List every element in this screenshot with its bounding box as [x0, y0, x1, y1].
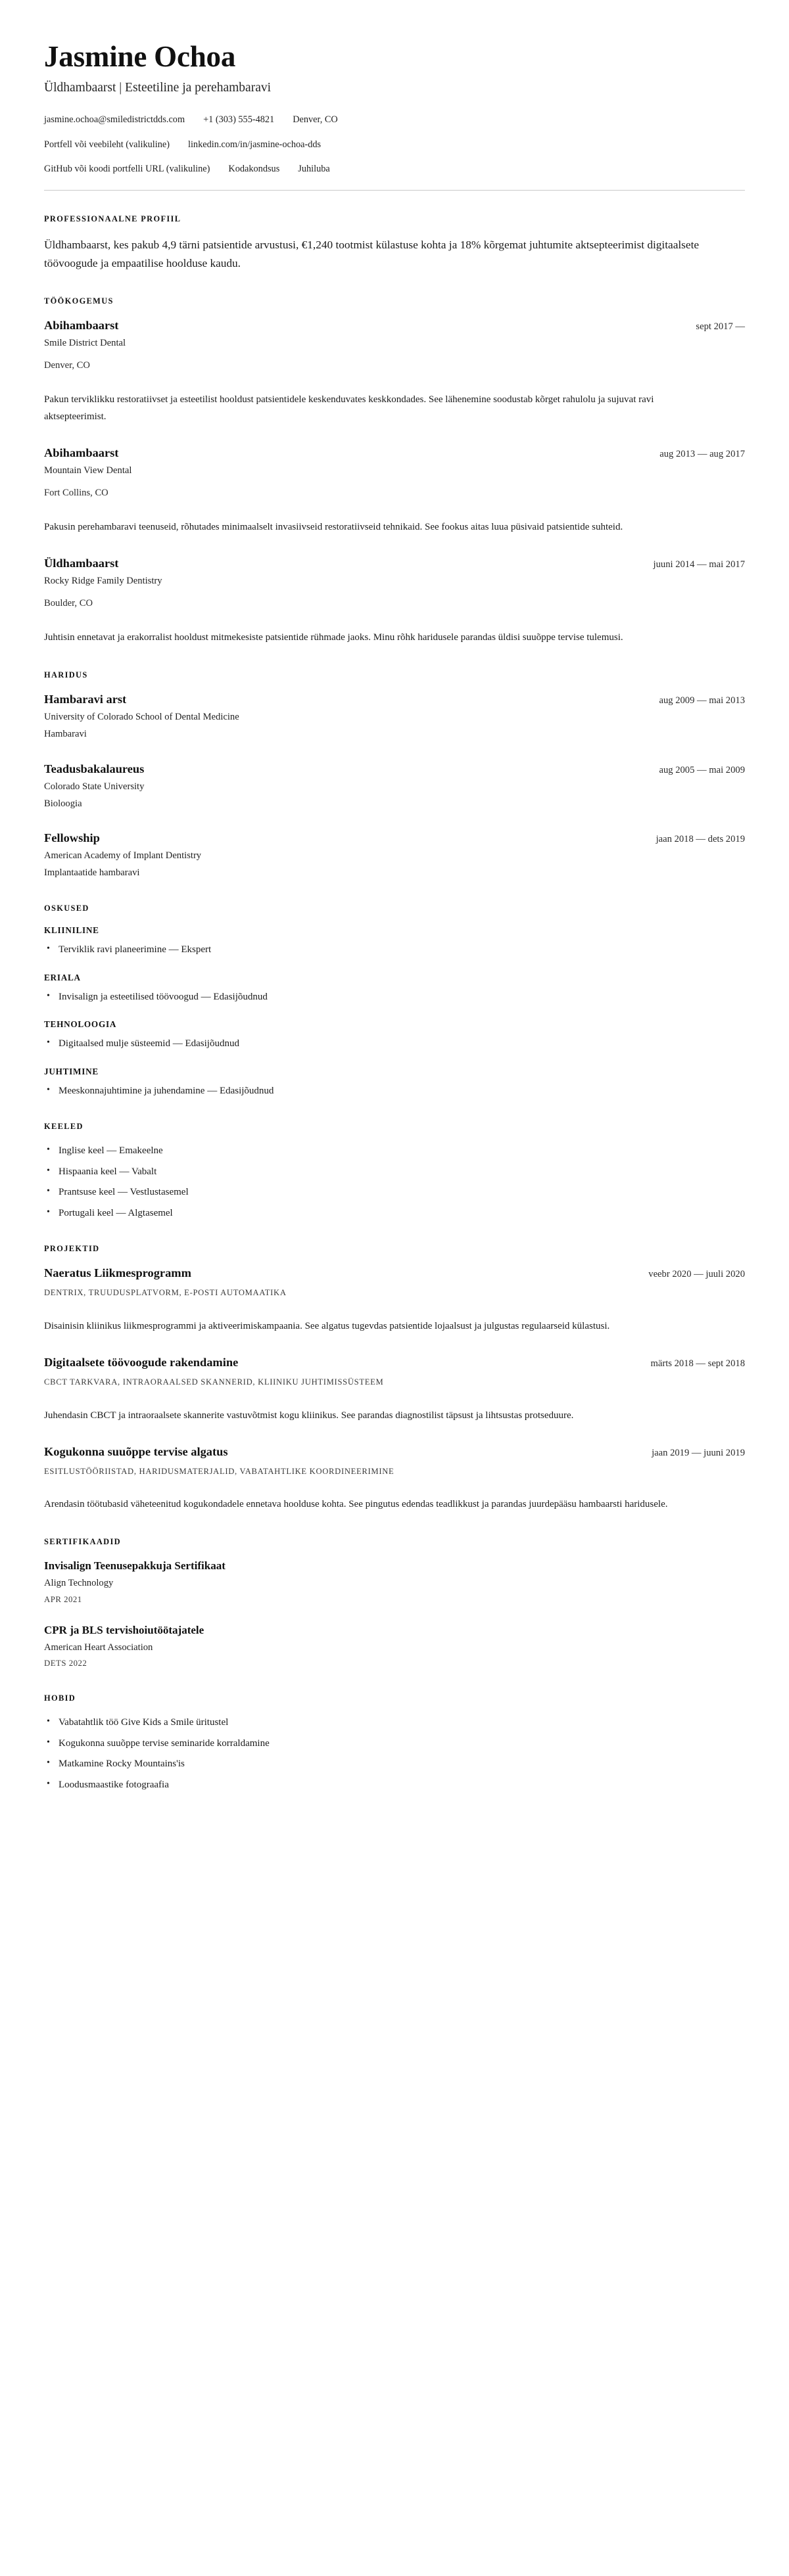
project-title: Digitaalsete töövoogude rakendamine [44, 1355, 239, 1369]
skill-group [44, 1019, 745, 1051]
contact-item[interactable]: Kodakondsus [228, 164, 280, 175]
hobby-item: • Kogukonna suuõppe tervise seminaride korraldamine [44, 1736, 745, 1751]
contact-row [44, 138, 745, 152]
skill-item-list [44, 1036, 745, 1051]
skill-group-name: JUHTIMINE [44, 1066, 99, 1076]
degree-title: Teadusbakalaureus [44, 762, 145, 775]
job-date-range: aug 2013 — aug 2017 [659, 449, 745, 460]
company-name: Smile District Dental [44, 338, 126, 349]
degree-date-range: aug 2009 — mai 2013 [659, 695, 745, 706]
hobby-item: • Vabatahtlik töö Give Kids a Smile üritustel [44, 1715, 745, 1730]
experience-entry [44, 318, 745, 426]
degree-date-range: jaan 2018 — dets 2019 [656, 833, 745, 844]
job-location: Fort Collins, CO [44, 488, 108, 499]
header-divider [44, 190, 745, 191]
professional-headline: Üldhambaarst | Esteetiline ja perehambaravi [44, 80, 272, 95]
skill-group-name: ERIALA [44, 972, 81, 982]
skill-group [44, 1067, 745, 1099]
skill-item-list [44, 990, 745, 1005]
project-date-range: veebr 2020 — juuli 2020 [648, 1269, 745, 1280]
section-certifications [44, 1537, 745, 1670]
section-languages [44, 1122, 745, 1220]
job-description: Juhtisin ennetavat ja erakorralist hooldust mitmekesiste patsientide rühmade jaoks. Minu rõhk haridusele parandas üldisi suuõppe tervise tulemusi. [44, 632, 623, 643]
skill-group-name: KLIINILINE [44, 925, 99, 936]
field-of-study: Hambaravi [44, 729, 87, 740]
experience-entry [44, 556, 745, 647]
section-title-experience: TÖÖKOGEMUS [44, 296, 114, 306]
section-hobbies [44, 1693, 745, 1792]
project-description: Arendasin töötubasid väheteenitud kogukondadele ennetava hoolduse kohta. See pingutus edendas teadlikkust ja parandas juurdepääsu hambaarsti haridusele. [44, 1499, 668, 1510]
resume-header [44, 41, 745, 191]
hobby-item: • Matkamine Rocky Mountains'is [44, 1757, 745, 1772]
contact-block [44, 113, 745, 176]
section-title-projects: PROJEKTID [44, 1244, 100, 1254]
job-date-range: juuni 2014 — mai 2017 [653, 559, 745, 570]
certification-date: DETS 2022 [44, 1659, 87, 1668]
certification-name: Invisalign Teenusepakkuja Sertifikaat [44, 1559, 226, 1573]
contact-item[interactable]: jasmine.ochoa@smiledistrictdds.com [44, 114, 185, 125]
skill-group [44, 925, 745, 957]
language-item: • Portugali keel — Algtasemel [44, 1206, 745, 1221]
language-item: • Hispaania keel — Vabalt [44, 1164, 745, 1180]
experience-list [44, 318, 745, 647]
project-tags: ESITLUSTÖÖRIISTAD, HARIDUSMATERJALID, VABATAHTLIKE KOORDINEERIMINE [44, 1466, 394, 1476]
contact-item[interactable]: linkedin.com/in/jasmine-ochoa-dds [187, 139, 322, 150]
section-title-certifications: SERTIFIKAADID [44, 1537, 121, 1547]
skill-item: • Meeskonnajuhtimine ja juhendamine — Edasijõudnud [44, 1084, 745, 1099]
contact-item[interactable]: +1 (303) 555-4821 [203, 114, 275, 125]
job-location: Denver, CO [44, 360, 90, 371]
school-name: American Academy of Implant Dentistry [44, 850, 202, 861]
skills-list [44, 925, 745, 1098]
entry-header [44, 556, 745, 571]
certification-issuer: American Heart Association [44, 1642, 153, 1653]
school-name: University of Colorado School of Dental Medicine [44, 712, 239, 723]
project-entry [44, 1355, 745, 1425]
languages-list [44, 1143, 745, 1220]
company-name: Rocky Ridge Family Dentistry [44, 576, 162, 587]
skill-item: • Digitaalsed mulje süsteemid — Edasijõudnud [44, 1036, 745, 1051]
job-title: Üldhambaarst [44, 557, 119, 570]
education-entry [44, 692, 745, 741]
entry-header [44, 446, 745, 461]
job-date-range: sept 2017 — [696, 321, 745, 333]
entry-header [44, 762, 745, 777]
section-profile [44, 214, 745, 273]
project-title: Naeratus Liikmesprogramm [44, 1266, 191, 1280]
experience-entry [44, 446, 745, 536]
job-title: Abihambaarst [44, 446, 119, 460]
field-of-study: Implantaatide hambaravi [44, 867, 140, 879]
language-item: • Prantsuse keel — Vestlustasemel [44, 1185, 745, 1200]
contact-row [44, 113, 745, 127]
contact-item[interactable]: Denver, CO [293, 114, 338, 125]
entry-header [44, 1444, 745, 1460]
project-description: Disainisin kliinikus liikmesprogrammi ja aktiveerimiskampaania. See algatus tugevdas patsientide lojaalsust ja julgustas regulaarseid külastusi. [44, 1321, 610, 1332]
degree-title: Fellowship [44, 831, 100, 844]
education-list [44, 692, 745, 880]
hobbies-list [44, 1715, 745, 1792]
skill-item-list [44, 942, 745, 957]
section-title-skills: OSKUSED [44, 904, 89, 913]
section-title-languages: KEELED [44, 1122, 84, 1132]
skill-group [44, 973, 745, 1005]
project-entry [44, 1266, 745, 1335]
certification-entry [44, 1623, 745, 1670]
certification-date: APR 2021 [44, 1594, 82, 1604]
project-description: Juhendasin CBCT ja intraoraalsete skannerite vastuvõtmist kogu kliinikus. See parandas diagnostilist täpsust ja lihtsustas protseduure. [44, 1410, 574, 1421]
company-name: Mountain View Dental [44, 465, 132, 476]
hobby-item: • Loodusmaastike fotograafia [44, 1778, 745, 1793]
project-date-range: märts 2018 — sept 2018 [650, 1358, 745, 1369]
job-location: Boulder, CO [44, 598, 93, 609]
entry-header [44, 692, 745, 707]
skill-item: • Invisalign ja esteetilised töövoogud — Edasijõudnud [44, 990, 745, 1005]
profile-summary: Üldhambaarst, kes pakub 4,9 tärni patsientide arvustusi, €1,240 tootmist külastuse kohta ja 18% kõrgemat juhtumite aktsepteerimist digitaalsete töövoogude ja empaatilise hoolduse kaudu. [44, 239, 700, 270]
certification-entry [44, 1559, 745, 1605]
degree-date-range: aug 2005 — mai 2009 [659, 764, 745, 775]
entry-header [44, 318, 745, 333]
section-skills [44, 904, 745, 1098]
job-title: Abihambaarst [44, 319, 119, 333]
certifications-list [44, 1559, 745, 1670]
school-name: Colorado State University [44, 781, 145, 792]
section-title-profile: PROFESSIONAALNE PROFIIL [44, 214, 181, 224]
project-tags: DENTRIX, TRUUDUSPLATVORM, E-POSTI AUTOMAATIKA [44, 1288, 287, 1298]
project-title: Kogukonna suuõppe tervise algatus [44, 1444, 228, 1458]
job-description: Pakun terviklikku restoratiivset ja esteetilist hooldust patsientidele keskenduvates keskkondades. See lähenemine soodustab kõrget rahulolu ja sujuvat ravi aktsepteerimist. [44, 394, 654, 423]
certification-issuer: Align Technology [44, 1578, 114, 1589]
skill-item: • Terviklik ravi planeerimine — Ekspert [44, 942, 745, 957]
contact-item[interactable]: Portfell või veebileht (valikuline) [44, 139, 170, 150]
entry-header [44, 1355, 745, 1370]
contact-row [44, 162, 745, 176]
education-entry [44, 762, 745, 811]
entry-header [44, 1266, 745, 1281]
section-title-education: HARIDUS [44, 670, 88, 680]
contact-item[interactable]: GitHub või koodi portfelli URL (valikuline) [44, 164, 210, 175]
section-education [44, 670, 745, 880]
project-date-range: jaan 2019 — juuni 2019 [652, 1447, 745, 1458]
language-item: • Inglise keel — Emakeelne [44, 1143, 745, 1159]
entry-header [44, 831, 745, 846]
job-description: Pakusin perehambaravi teenuseid, rõhutades minimaalselt invasiivseid restoratiivseid tehnikaid. See fookus aitas luua püsivaid patsientide suhteid. [44, 522, 623, 533]
skill-item-list [44, 1084, 745, 1099]
contact-item[interactable]: Juhiluba [298, 164, 330, 175]
project-entry [44, 1444, 745, 1514]
section-title-hobbies: HOBID [44, 1693, 76, 1703]
section-projects [44, 1244, 745, 1513]
projects-list [44, 1266, 745, 1513]
field-of-study: Bioloogia [44, 798, 82, 809]
section-experience [44, 296, 745, 647]
page-title: Jasmine Ochoa [44, 40, 236, 73]
education-entry [44, 831, 745, 880]
certification-name: CPR ja BLS tervishoiutöötajatele [44, 1623, 204, 1636]
skill-group-name: TEHNOLOOGIA [44, 1019, 117, 1030]
degree-title: Hambaravi arst [44, 693, 127, 706]
project-tags: CBCT TARKVARA, INTRAORAALSED SKANNERID, KLIINIKU JUHTIMISSÜSTEEM [44, 1377, 384, 1387]
